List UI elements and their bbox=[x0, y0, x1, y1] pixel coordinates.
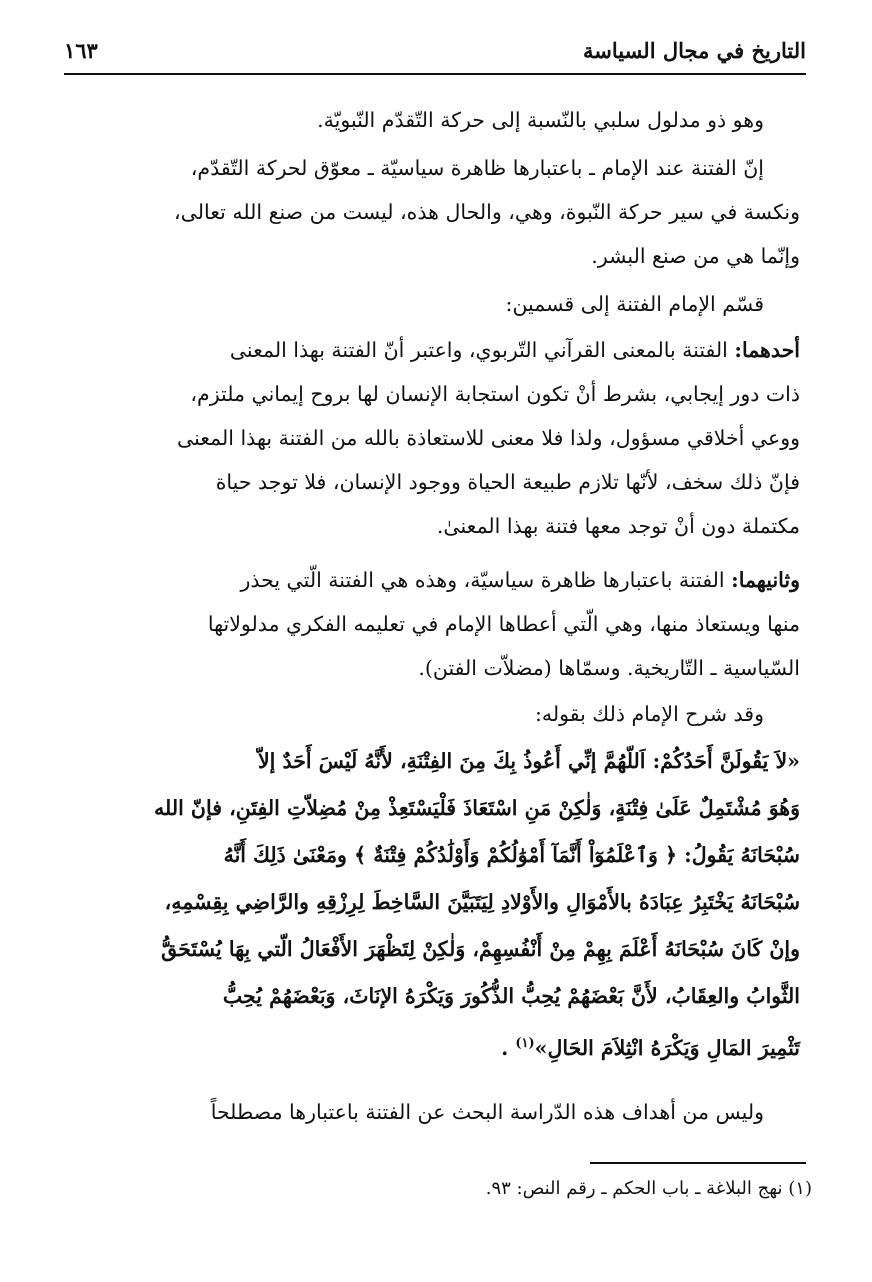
quote-line: «لاَ يَقُولَنَّ أَحَدُكُمْ: اَللّهُمَّ إنِّي أَعُوذُ بِكَ مِنَ الفِتْنَةِ، لأَنَّهُ لَيْسَ أَحَدٌ إلاّ bbox=[257, 749, 800, 773]
text-line: ذات دور إيجابي، بشرط أنْ تكون استجابة الإنسان لها بروح إيماني ملتزم، bbox=[190, 382, 800, 406]
text-line: منها ويستعاذ منها، وهي الّتي أعطاها الإمام في تعليمه الفكري مدلولاتها bbox=[207, 612, 800, 636]
text-line bbox=[72, 328, 800, 372]
header-title: التاريخ في مجال السياسة bbox=[582, 37, 806, 63]
footnote-reference[interactable]: (١) bbox=[515, 1036, 535, 1051]
text-line: السّياسية ـ التّاريخية. وسمّاها (مضلاّت الفتن). bbox=[418, 656, 800, 680]
body-text bbox=[72, 98, 800, 1134]
text-span: الفتنة باعتبارها ظاهرة سياسيّة، وهذه هي الفتنة الّتي يحذر bbox=[240, 568, 725, 592]
text-line: إنّ الفتنة عند الإمام ـ باعتبارها ظاهرة سياسيّة ـ معوّق لحركة التّقدّم، bbox=[190, 156, 764, 180]
footnote-marker: (١) bbox=[788, 1178, 812, 1199]
footnote-text: نهج البلاغة ـ باب الحكم ـ رقم النص: ٩٣. bbox=[485, 1178, 783, 1199]
paragraph-7 bbox=[72, 1090, 800, 1134]
paragraph-second-type bbox=[72, 558, 800, 690]
first-type-heading: أحدهما: bbox=[734, 338, 800, 362]
text-line: وليس من أهداف هذه الدّراسة البحث عن الفتنة باعتبارها مصطلحاً bbox=[210, 1099, 764, 1124]
text-line: مكتملة دون أنْ توجد معها فتنة بهذا المعنىٰ. bbox=[436, 514, 800, 538]
paragraph-first-type bbox=[72, 328, 800, 548]
quote-line: وإنْ كَانَ سُبْحَانَهُ أَعْلَمَ بِهِمْ مِنْ أَنْفُسِهِمْ، وَلٰكِنْ لِتَظْهَرَ الأَفْعَالُ الّتي بِهَا يُسْتَحَقُّ bbox=[161, 937, 800, 961]
text-line bbox=[72, 558, 800, 602]
text-span: . bbox=[501, 1035, 509, 1060]
text-line: فإنّ ذلك سخف، لأنّها تلازم طبيعة الحياة ووجود الإنسان، فلا توجد حياة bbox=[215, 470, 800, 494]
footnote bbox=[486, 1178, 812, 1199]
imam-quote bbox=[72, 738, 800, 1072]
quote-line: الثَّوابُ والعِقَابُ، لأَنَّ بَعْضَهُمْ يُحِبُّ الذُّكُورَ وَيَكْرَهُ الإنَاثَ، وَبَعْضَهُمْ يُحِبُّ bbox=[222, 984, 800, 1008]
text-line: قسّم الإمام الفتنة إلى قسمين: bbox=[505, 292, 764, 316]
text-line: ونكسة في سير حركة النّبوة، وهي، والحال هذه، ليست من صنع الله تعالى، bbox=[174, 200, 800, 224]
footnote-rule bbox=[590, 1162, 806, 1164]
text-line: ووعي أخلاقي مسؤول، ولذا فلا معنى للاستعاذة بالله من الفتنة بهذا المعنى bbox=[177, 426, 800, 450]
paragraph-1 bbox=[72, 98, 800, 142]
text-line: وهو ذو مدلول سلبي بالنّسبة إلى حركة التّقدّم النّبويّة. bbox=[317, 108, 764, 132]
header-rule bbox=[64, 73, 806, 75]
paragraph-3 bbox=[72, 282, 800, 326]
running-header bbox=[64, 30, 806, 70]
text-span: تَثْمِيرَ المَالِ وَيَكْرَهُ انْثِلاَمَ الحَالِ» bbox=[534, 1035, 800, 1060]
paragraph-quote-intro bbox=[72, 692, 800, 736]
quote-line bbox=[72, 1020, 800, 1072]
text-line: وقد شرح الإمام ذلك بقوله: bbox=[534, 702, 764, 726]
text-line: وإنّما هي من صنع البشر. bbox=[591, 244, 800, 268]
quote-line: سُبْحَانَهُ يَخْتَبِرُ عِبَادَهُ بالأَمْوَالِ والأَوْلادِ لِيَتَبَيَّنَ السَّاخِطَ لِرِزْقِهِ والرَّاضِي بِقِسْمِهِ، bbox=[164, 890, 800, 914]
paragraph-2 bbox=[72, 146, 800, 278]
quote-line: سُبْحَانَهُ يَقُولُ: ﴿ وَٱعْلَمُوٓاْ أَنَّمَآ أَمْوَٰلُكُمْ وَأَوْلَٰدُكُمْ فِتْنَةٌ ﴾ ومَعْنَىٰ ذَلِكَ أَنَّهُ bbox=[223, 843, 800, 867]
page-number: ١٦٣ bbox=[64, 37, 98, 63]
second-type-heading: وثانيهما: bbox=[731, 568, 800, 592]
text-span: الفتنة بالمعنى القرآني التّربوي، واعتبر أنّ الفتنة بهذا المعنى bbox=[229, 338, 728, 362]
quote-line: وَهُوَ مُشْتَمِلٌ عَلَىٰ فِتْنَةٍ، وَلٰكِنْ مَنِ اسْتَعَاذَ فَلْيَسْتَعِذْ مِنْ مُضِلاّتِ الفِتَنِ، فإنّ الله bbox=[154, 796, 800, 820]
